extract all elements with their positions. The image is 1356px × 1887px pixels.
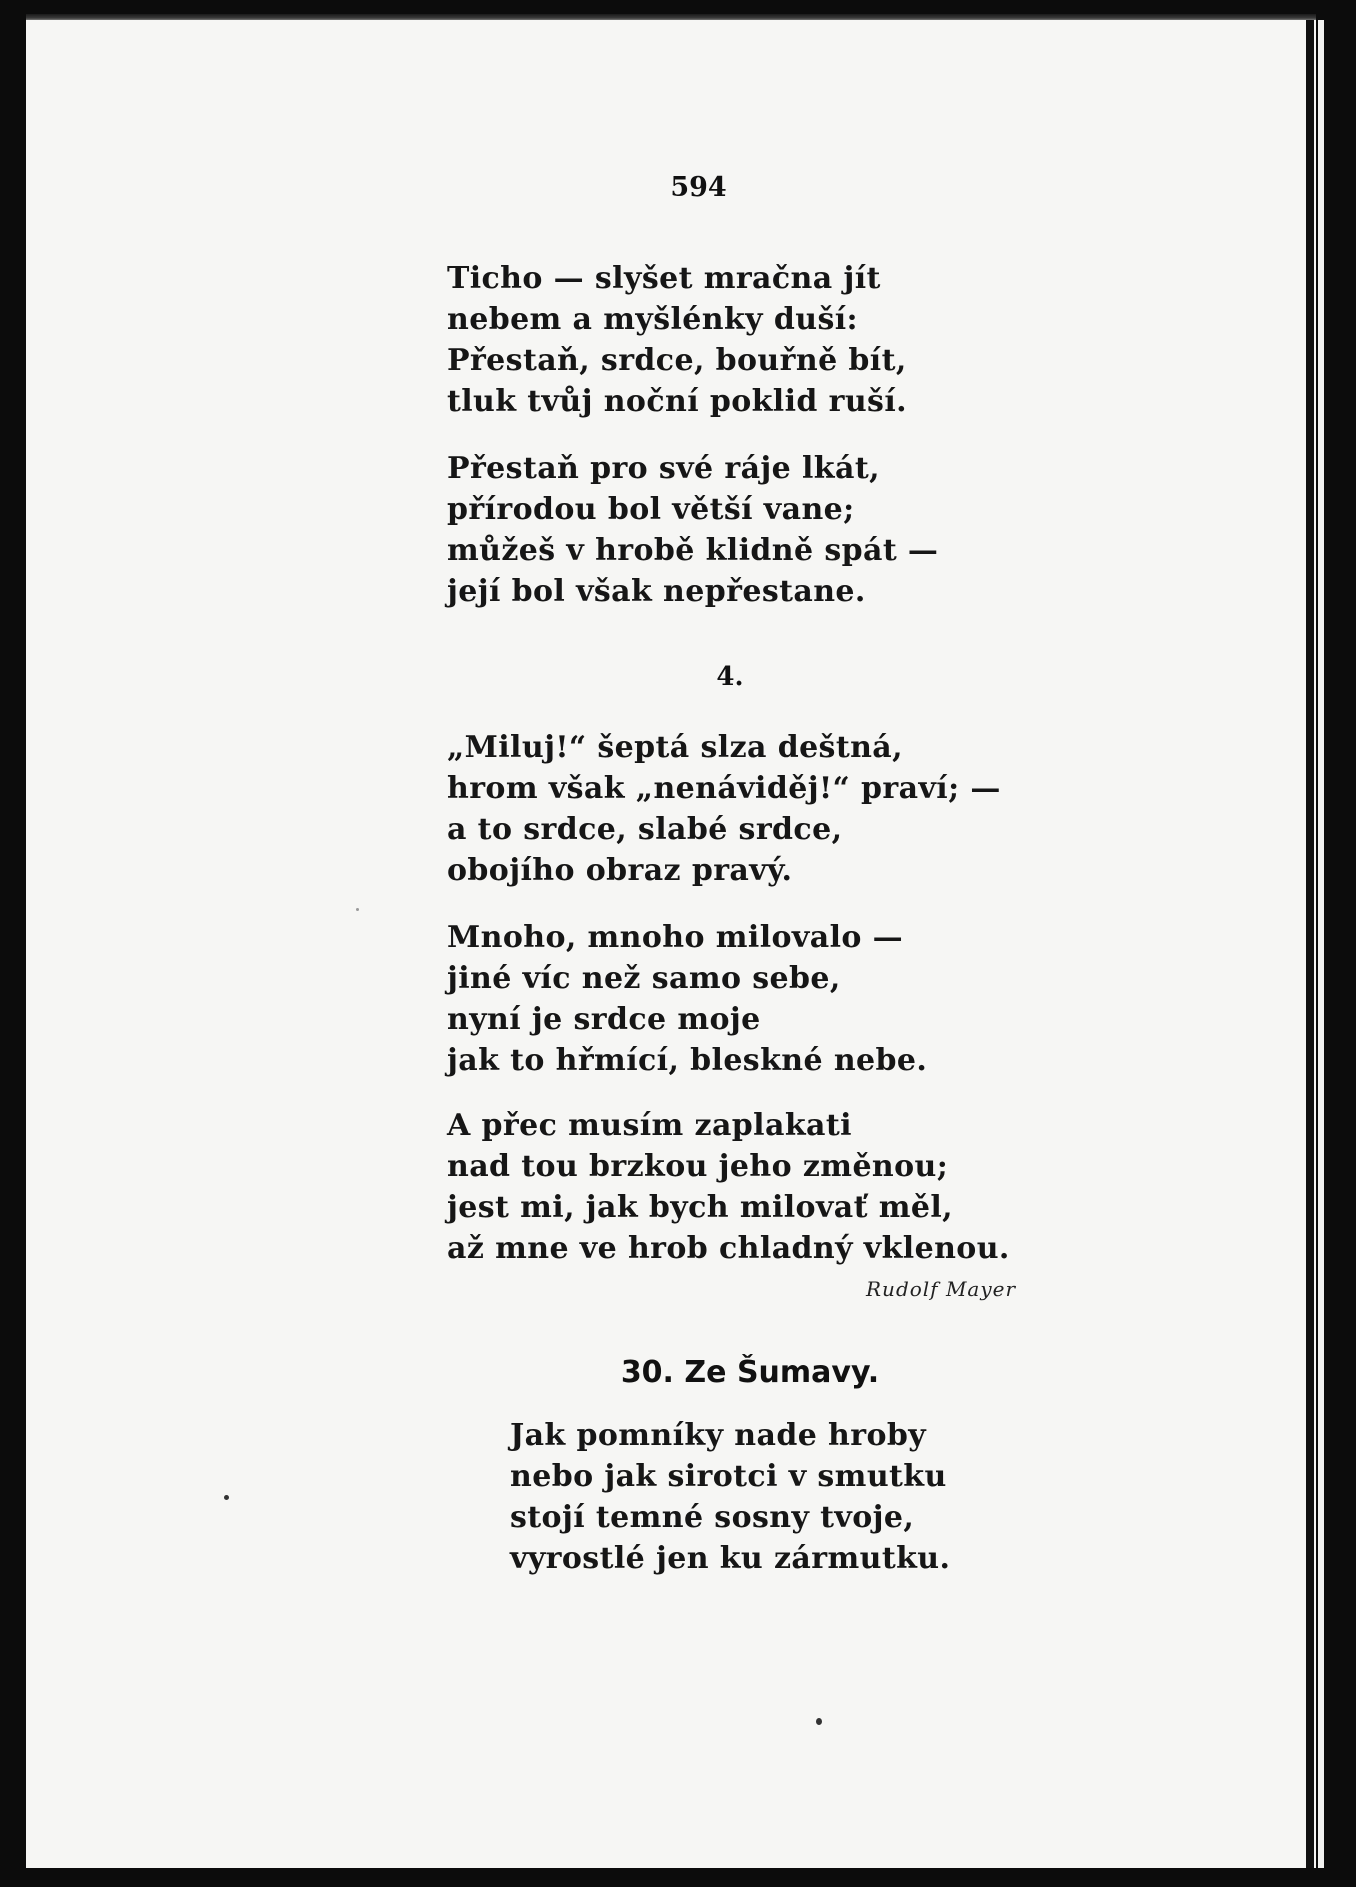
verse-line: nebo jak sirotci v smutku [510, 1459, 947, 1494]
verse-line: Jak pomníky nade hroby [510, 1418, 927, 1453]
stanza-5 [447, 1105, 1010, 1269]
stanza-1 [447, 258, 907, 422]
verse-line: přírodou bol větší vane; [447, 492, 855, 527]
page-number: 594 [670, 172, 727, 203]
verse-line: až mne ve hrob chladný vklenou. [447, 1231, 1010, 1266]
verse-line: nyní je srdce moje [447, 1002, 761, 1037]
verse-line: hrom však „nenáviděj!“ praví; — [447, 771, 1001, 806]
verse-line: Přestaň, srdce, bouřně bít, [447, 343, 907, 378]
verse-line: „Miluj!“ šeptá slza deštná, [447, 730, 903, 765]
next-page-edge [1318, 20, 1324, 1868]
stanza-4 [447, 917, 927, 1081]
stanza-3 [447, 727, 1001, 891]
verse-line: A přec musím zaplakati [447, 1108, 852, 1143]
verse-line: její bol však nepřestane. [447, 574, 866, 609]
author-signature: Rudolf Mayer [866, 1277, 1017, 1301]
verse-line: nebem a myšlénky duší: [447, 302, 859, 337]
verse-line: obojího obraz pravý. [447, 853, 793, 888]
verse-line: jest mi, jak bych milovať měl, [447, 1190, 954, 1225]
verse-line: můžeš v hrobě klidně spát — [447, 533, 939, 568]
binding-gutter [1306, 20, 1314, 1868]
verse-line: Mnoho, mnoho milovalo — [447, 920, 904, 955]
poem-title: 30. Ze Šumavy. [620, 1355, 880, 1390]
verse-line: Přestaň pro své ráje lkát, [447, 451, 880, 486]
paper-speck [356, 908, 359, 911]
verse-line: tluk tvůj noční poklid ruší. [447, 384, 907, 419]
verse-line: stojí temné sosny tvoje, [510, 1500, 915, 1535]
verse-line: nad tou brzkou jeho změnou; [447, 1149, 949, 1184]
verse-line: Ticho — slyšet mračna jít [447, 261, 881, 296]
stanza-6 [510, 1415, 950, 1579]
section-number: 4. [716, 662, 744, 692]
book-page [26, 20, 1316, 1868]
verse-line: vyrostlé jen ku zármutku. [510, 1541, 951, 1576]
verse-line: a to srdce, slabé srdce, [447, 812, 843, 847]
verse-line: jiné víc než samo sebe, [447, 961, 841, 996]
stanza-2 [447, 448, 938, 612]
paper-speck [224, 1495, 229, 1500]
verse-line: jak to hřmící, bleskné nebe. [447, 1043, 928, 1078]
paper-speck [816, 1718, 822, 1725]
